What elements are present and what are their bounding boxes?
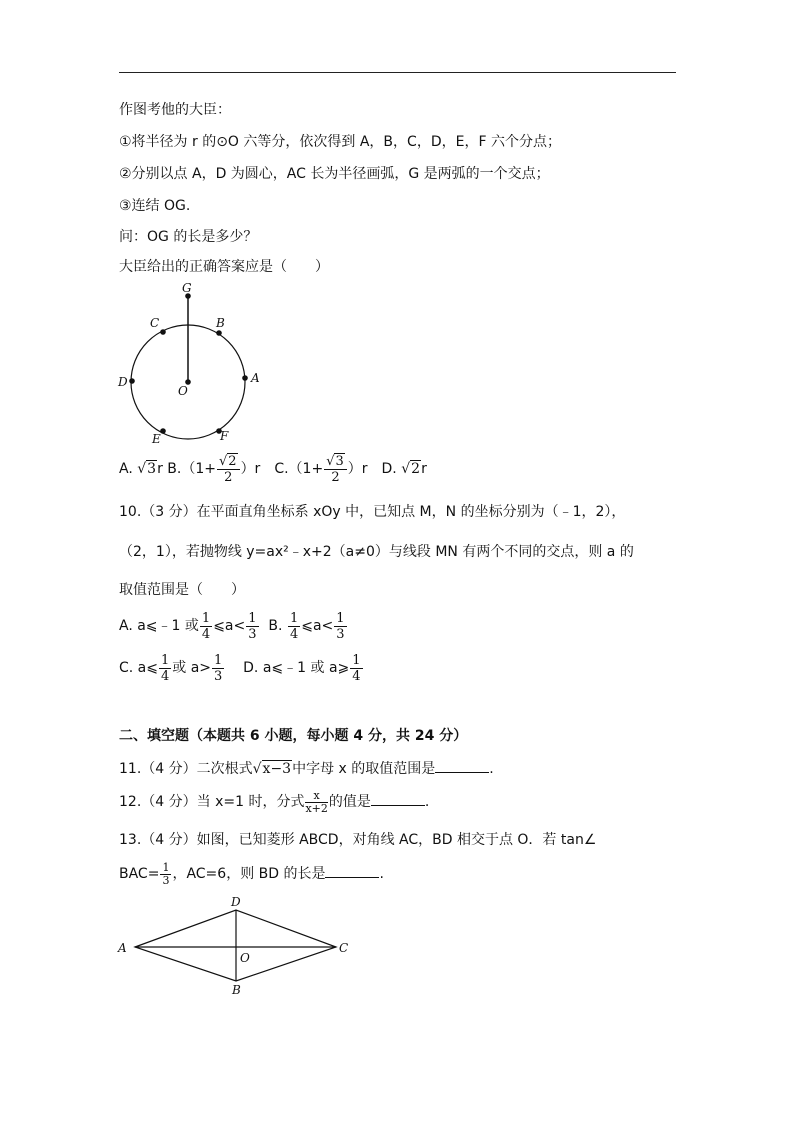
q10-line1: 10.（3 分）在平面直角坐标系 xOy 中，已知点 M，N 的坐标分别为（﹣1，2）， [119,504,626,520]
q9-intro: 作图考他的大臣： [119,102,231,118]
label-g: G [182,281,192,295]
label-d: D [231,895,241,909]
q10-options-ab [119,609,348,643]
q10-opt-c-mid: 或 a> [172,660,212,676]
q9-opt-b-tail: ）r C.（1+ [240,461,324,477]
point-b [216,330,222,336]
q10-line3: 取值范围是（ ） [119,582,245,598]
q12-end: . [424,794,430,810]
q9-step1: ①将半径为 r 的⊙O 六等分，依次得到 A，B，C，D，E，F 六个分点； [119,134,561,150]
point-a [242,375,248,381]
q12-frac: $\frac{x}{x+2}$ [305,788,328,815]
q12-line [119,786,429,818]
q11-pre: 11.（4 分）二次根式 [119,761,253,777]
label-a: A [118,941,127,955]
q13-line2 [119,858,384,890]
circle-figure [112,280,272,450]
q10-opt-c-frac2: $\frac{1}{3}$ [214,652,223,684]
q9-options [119,452,427,486]
q10-opt-c: C. a⩽ [119,660,158,676]
q10-line2: （2，1），若抛物线 y=ax²﹣x+2（a≠0）与线段 MN 有两个不同的交点，则 a 的 [119,544,634,560]
q13-frac: $\frac{1}{3}$ [162,860,170,887]
q10-opt-b-frac2: $\frac{1}{3}$ [336,610,345,642]
q10-opt-a-frac2: $\frac{1}{3}$ [248,610,257,642]
q10-opt-b-mid: ⩽a< [301,618,334,634]
label-d: D [118,375,128,389]
q10-opt-b-frac1: $\frac{1}{4}$ [289,610,299,642]
q10-opt-b: B. [268,618,283,634]
q13-post: ，AC=6，则 BD 的长是 [172,866,326,882]
q11-end: . [489,761,494,777]
sqrt-2-d: √2 [401,461,421,477]
label-b: B [216,316,225,330]
q10-opt-d-frac1: $\frac{1}{4}$ [352,652,361,684]
q9-step3: ③连结 OG. [119,198,191,214]
q10-opt-a: A. a⩽﹣1 或 [119,618,199,634]
q9-question: 问：OG 的长是多少？ [119,229,258,245]
label-f: F [220,429,229,443]
label-c: C [339,941,349,955]
q9-opt-a: A. [119,461,133,477]
point-d [129,378,135,384]
q9-step2: ②分别以点 A，D 为圆心，AC 长为半径画弧，G 是两弧的一个交点； [119,166,550,182]
q11-sqrt: √x−3 [252,761,292,777]
q11-answer-blank[interactable] [435,758,489,773]
q12-answer-blank[interactable] [371,791,425,806]
label-e: E [152,432,161,446]
point-e [160,428,166,434]
label-a: A [251,371,260,385]
q11-line [119,758,494,779]
q9-opt-b-frac: $\frac{√2}{2}$ [217,454,240,485]
q13-end: . [379,866,384,882]
label-c: C [150,316,160,330]
q10-opt-a-mid: ⩽a< [213,618,246,634]
rhombus-figure [112,895,362,1005]
q12-post: 的值是 [328,794,371,810]
q13-pre: BAC= [119,866,160,882]
header-rule [119,72,676,73]
q10-opt-c-frac1: $\frac{1}{4}$ [161,652,170,684]
label-o: O [178,384,188,398]
q11-post: 中字母 x 的取值范围是 [292,761,436,777]
section-title: 二、填空题（本题共 6 小题，每小题 4 分，共 24 分） [119,728,468,744]
q13-answer-blank[interactable] [325,863,379,878]
label-b: B [232,983,241,997]
q10-options-cd [119,651,364,685]
sqrt-3-a: √3 [137,461,157,477]
point-c [160,329,166,335]
q9-prompt: 大臣给出的正确答案应是（ ） [119,259,329,275]
q9-opt-c-frac: $\frac{√3}{2}$ [324,454,347,485]
q13-line1: 13.（4 分）如图，已知菱形 ABCD，对角线 AC，BD 相交于点 O．若 tan∠ [119,832,597,848]
q10-opt-a-frac1: $\frac{1}{4}$ [201,610,211,642]
label-o: O [240,951,250,965]
q9-opt-a-tail: r B.（1+ [157,461,216,477]
q9-opt-d-tail: r [421,461,427,477]
q10-opt-d: D. a⩽﹣1 或 a⩾ [243,660,350,676]
q12-pre: 12.（4 分）当 x=1 时，分式 [119,794,305,810]
q9-opt-c-tail: ）r D. [347,461,397,477]
